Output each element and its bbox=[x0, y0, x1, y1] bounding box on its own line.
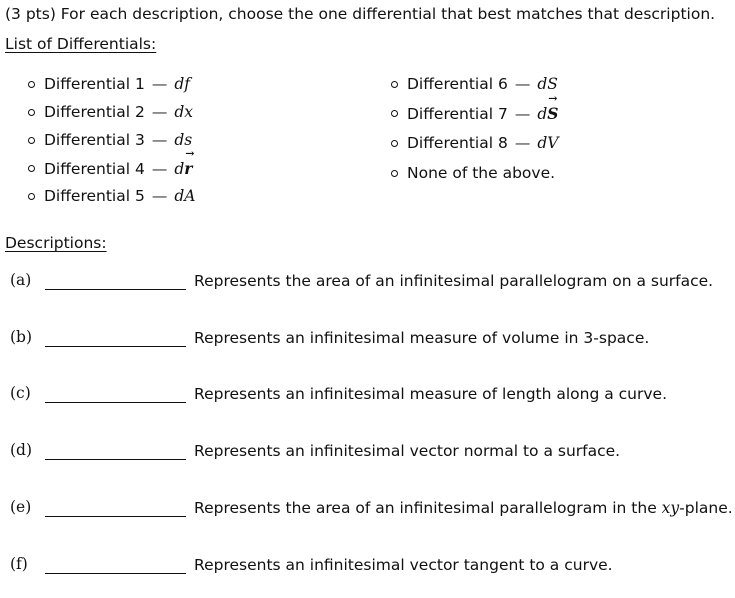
option-label: Differential 1 bbox=[44, 75, 145, 93]
dash: — bbox=[151, 187, 168, 205]
dash: — bbox=[514, 104, 531, 123]
answer-blank-e[interactable] bbox=[45, 516, 186, 517]
bullet-icon bbox=[391, 170, 398, 177]
description-text-e-after: -plane. bbox=[679, 499, 733, 517]
dash: — bbox=[151, 159, 168, 178]
option-label: Differential 8 bbox=[407, 134, 508, 152]
dash: — bbox=[151, 75, 168, 93]
option-differential-4 bbox=[28, 159, 192, 178]
option-label: None of the above. bbox=[407, 164, 556, 182]
differentials-list-heading: List of Differentials: bbox=[5, 35, 157, 53]
option-label: Differential 6 bbox=[407, 75, 508, 93]
description-label-c: (c) bbox=[10, 384, 31, 402]
description-label-d: (d) bbox=[10, 441, 33, 459]
option-differential-5 bbox=[28, 187, 195, 205]
bullet-icon bbox=[391, 81, 398, 88]
vector-s-symbol: S → bbox=[547, 104, 558, 123]
option-label: Differential 7 bbox=[407, 104, 508, 123]
bullet-icon bbox=[28, 81, 35, 88]
dash: — bbox=[514, 134, 531, 152]
bullet-icon bbox=[28, 193, 35, 200]
option-symbol: dV bbox=[537, 134, 559, 152]
option-label: Differential 3 bbox=[44, 131, 145, 149]
option-differential-1 bbox=[28, 75, 190, 93]
dash: — bbox=[151, 103, 168, 121]
option-symbol-prefix: d bbox=[537, 104, 548, 123]
dash: — bbox=[151, 131, 168, 149]
option-label: Differential 5 bbox=[44, 187, 145, 205]
option-label: Differential 4 bbox=[44, 159, 145, 178]
answer-blank-c[interactable] bbox=[45, 402, 186, 403]
option-symbol: ds bbox=[174, 131, 193, 149]
description-label-a: (a) bbox=[10, 271, 32, 289]
description-text-b: Represents an infinitesimal measure of volume in 3-space. bbox=[194, 329, 650, 347]
description-text-e-before: Represents the area of an infinitesimal parallelogram in the bbox=[194, 499, 662, 517]
description-text-d: Represents an infinitesimal vector normal to a surface. bbox=[194, 442, 621, 460]
option-differential-3 bbox=[28, 131, 192, 149]
vector-r-symbol: r → bbox=[184, 159, 192, 178]
xy-variable: xy bbox=[661, 499, 680, 517]
bullet-icon bbox=[28, 137, 35, 144]
option-symbol-prefix: d bbox=[174, 159, 185, 178]
descriptions-heading: Descriptions: bbox=[5, 234, 107, 252]
answer-blank-b[interactable] bbox=[45, 346, 186, 347]
option-symbol: dS bbox=[537, 75, 558, 93]
option-none-of-the-above bbox=[391, 164, 555, 182]
description-label-e: (e) bbox=[10, 498, 32, 516]
dash: — bbox=[514, 75, 531, 93]
description-text-a: Represents the area of an infinitesimal parallelogram on a surface. bbox=[194, 272, 714, 290]
question-prompt: (3 pts) For each description, choose the one differential that best matches that description. bbox=[5, 5, 716, 23]
option-symbol: df bbox=[174, 75, 190, 93]
bullet-icon bbox=[391, 110, 398, 117]
description-text-f: Represents an infinitesimal vector tangent to a curve. bbox=[194, 556, 613, 574]
description-text-e bbox=[194, 499, 733, 517]
option-label: Differential 2 bbox=[44, 103, 145, 121]
bullet-icon bbox=[28, 109, 35, 116]
bullet-icon bbox=[28, 165, 35, 172]
option-symbol: dx bbox=[174, 103, 193, 121]
option-differential-2 bbox=[28, 103, 193, 121]
bullet-icon bbox=[391, 140, 398, 147]
description-text-c: Represents an infinitesimal measure of length along a curve. bbox=[194, 385, 668, 403]
answer-blank-f[interactable] bbox=[45, 573, 186, 574]
option-differential-6 bbox=[391, 75, 558, 93]
option-symbol: dA bbox=[174, 187, 196, 205]
option-differential-7 bbox=[391, 104, 558, 123]
answer-blank-a[interactable] bbox=[45, 289, 186, 290]
option-differential-8 bbox=[391, 134, 558, 152]
description-label-f: (f) bbox=[10, 555, 28, 573]
description-label-b: (b) bbox=[10, 328, 33, 346]
answer-blank-d[interactable] bbox=[45, 459, 186, 460]
